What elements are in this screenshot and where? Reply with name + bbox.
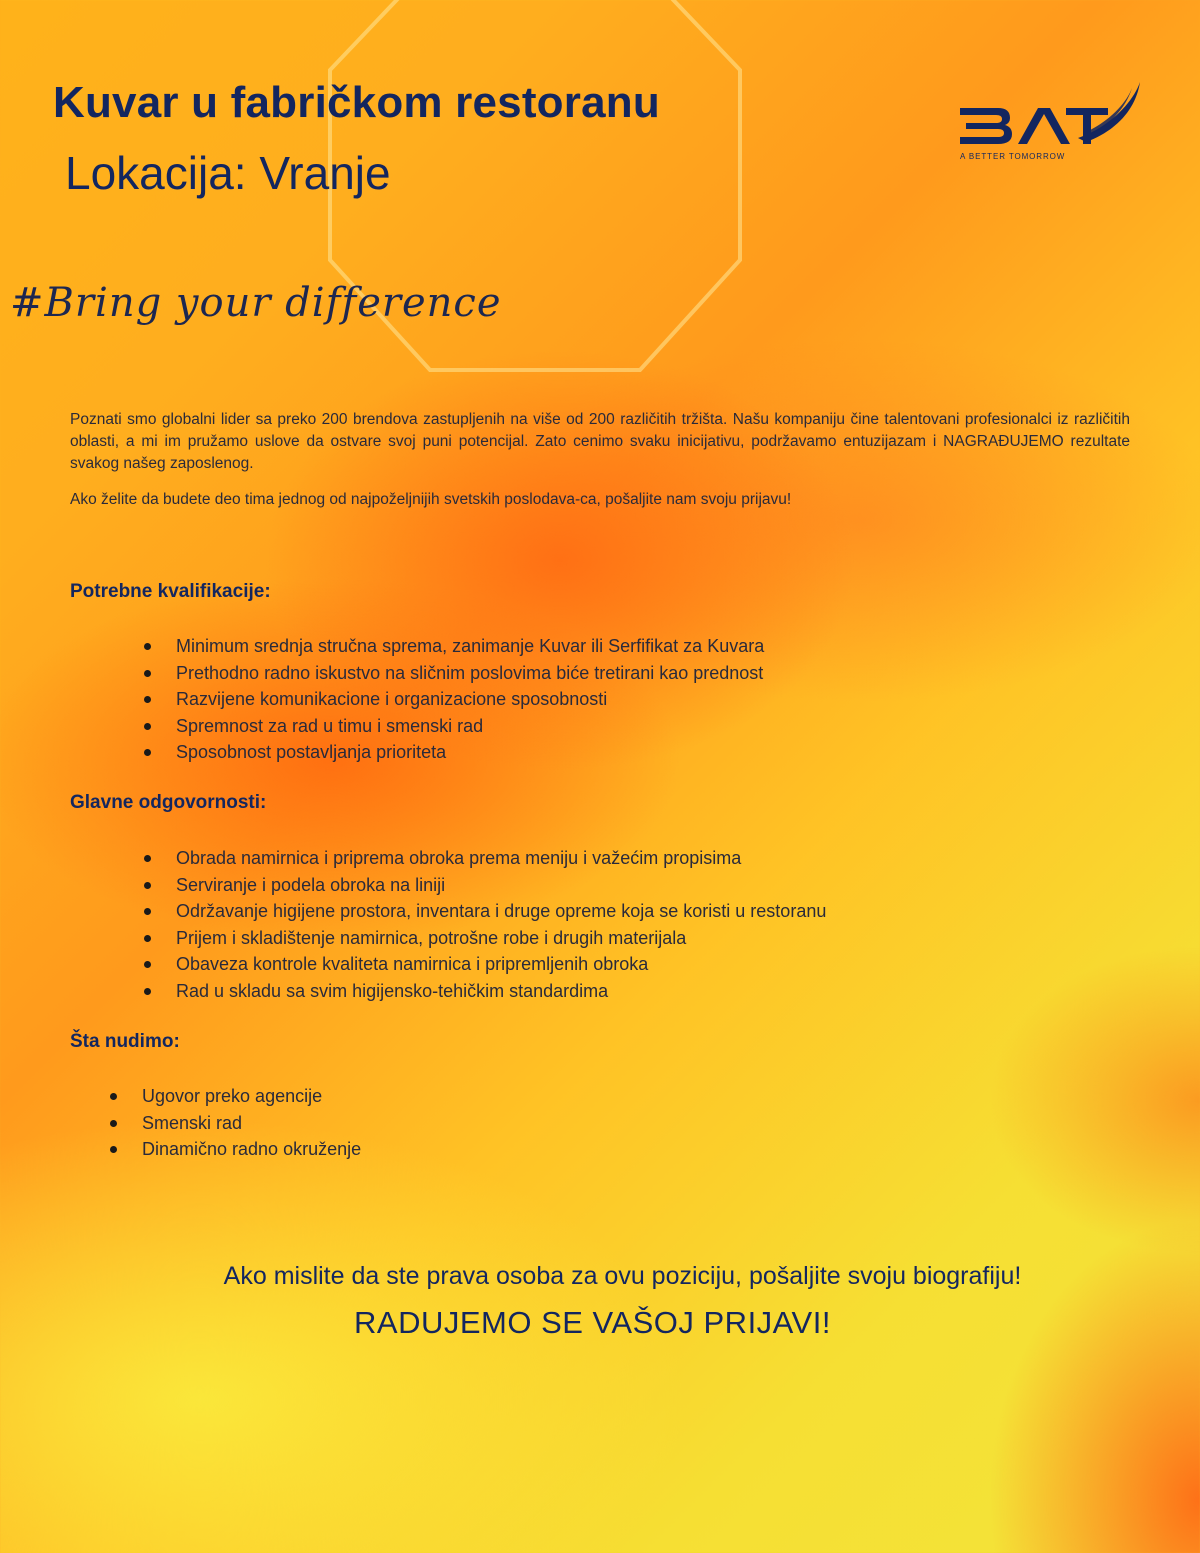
cta-headline: RADUJEMO SE VAŠOJ PRIJAVI!	[354, 1305, 831, 1340]
bullet-icon	[144, 935, 151, 942]
tagline: #Bring your difference	[10, 280, 502, 326]
list-item: Ugovor preko agencije	[110, 1083, 361, 1110]
bullet-icon	[144, 988, 151, 995]
list-item: Sposobnost postavljanja prioriteta	[144, 739, 764, 766]
list-item: Održavanje higijene prostora, inventara i druge opreme koja se koristi u restoranu	[144, 898, 826, 925]
intro-paragraph: Ako želite da budete deo tima jednog od najpoželjnijih svetskih poslodava-ca, pošaljite nam svoju prijavu!	[70, 491, 792, 508]
list-item: Minimum srednja stručna sprema, zanimanje Kuvar ili Serfifikat za Kuvara	[144, 633, 764, 660]
bat-logo-mark	[958, 78, 1153, 150]
bullet-icon	[144, 908, 151, 915]
bullet-icon	[144, 696, 151, 703]
bullet-icon	[144, 723, 151, 730]
list-item: Serviranje i podela obroka na liniji	[144, 872, 826, 899]
list-item: Prijem i skladištenje namirnica, potrošne robe i drugih materijala	[144, 925, 826, 952]
bullet-icon	[144, 855, 151, 862]
page-title: Kuvar u fabričkom restoranu	[53, 78, 660, 127]
bullet-icon	[110, 1093, 117, 1100]
cta-text: Ako mislite da ste prava osoba za ovu poziciju, pošaljite svoju biografiju!	[223, 1262, 1022, 1290]
list-item: Obaveza kontrole kvaliteta namirnica i pripremljenih obroka	[144, 951, 826, 978]
offer-heading: Šta nudimo:	[70, 1031, 180, 1052]
logo-slogan: A BETTER TOMORROW	[960, 152, 1066, 161]
list-item: Dinamično radno okruženje	[110, 1136, 361, 1163]
responsibilities-heading: Glavne odgovornosti:	[70, 792, 267, 813]
bullet-icon	[144, 643, 151, 650]
intro-section	[70, 409, 1130, 525]
bullet-icon	[144, 749, 151, 756]
bullet-icon	[144, 882, 151, 889]
offer-list	[110, 1083, 361, 1163]
list-item: Obrada namirnica i priprema obroka prema meniju i važećim propisima	[144, 845, 826, 872]
location-subtitle: Lokacija: Vranje	[65, 147, 391, 199]
list-item: Razvijene komunikacione i organizacione sposobnosti	[144, 686, 764, 713]
list-item: Smenski rad	[110, 1110, 361, 1137]
qualifications-heading: Potrebne kvalifikacije:	[70, 581, 271, 602]
responsibilities-list	[144, 845, 826, 1004]
list-item: Prethodno radno iskustvo na sličnim poslovima biće tretirani kao prednost	[144, 660, 764, 687]
bat-logo	[958, 78, 1153, 160]
list-item: Spremnost za rad u timu i smenski rad	[144, 713, 764, 740]
intro-paragraph: Poznati smo globalni lider sa preko 200 brendova zastupljenih na više od 200 različitih tržišta. Našu kompaniju čine talentovani profesionalci iz različitih oblasti, a mi im pružamo uslove da ostvare svoj puni potencijal. Zato cenimo svaku inicijativu, podržavamo entuzijazam i NAGRAĐUJEMO rezultate svakog našeg zaposlenog.	[70, 411, 1130, 472]
bullet-icon	[144, 670, 151, 677]
qualifications-list	[144, 633, 764, 766]
bullet-icon	[110, 1120, 117, 1127]
bullet-icon	[144, 961, 151, 968]
list-item: Rad u skladu sa svim higijensko-tehičkim standardima	[144, 978, 826, 1005]
bullet-icon	[110, 1146, 117, 1153]
